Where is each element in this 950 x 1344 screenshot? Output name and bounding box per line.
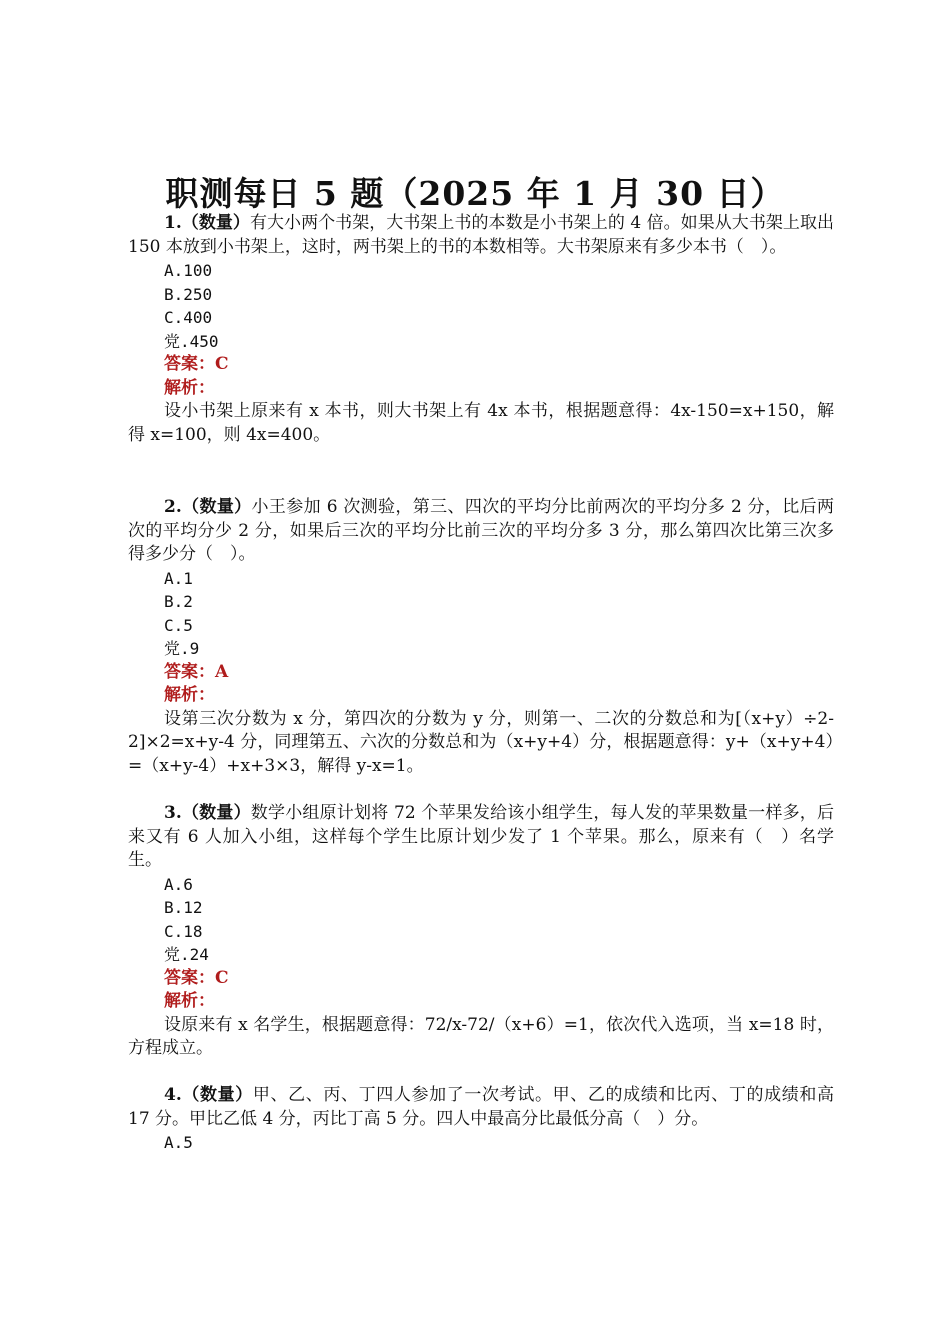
answer: 答案：A — [164, 661, 229, 682]
question-text: 数学小组原计划将 72 个苹果发给该小组学生，每人发的苹果数量一样多，后来又有 6 人加入小组，这样每个学生比原计划少发了 1 个苹果。那么，原来有（ ）名学生。 — [128, 803, 834, 870]
option-c: C.5 — [164, 615, 193, 635]
analysis-text: 设第三次分数为 x 分，第四次的分数为 y 分，则第一、二次的分数总和为[（x+y）÷2-2]×2=x+y-4 分，同理第五、六次的分数总和为（x+y+4）分，根据题意得：y+（x+y+4）=（x+y-4）+x+3×3，解得 y-x=1。 — [128, 708, 834, 776]
analysis-text: 设小书架上原来有 x 本书，则大书架上有 4x 本书，根据题意得：4x-150=x+150，解得 x=100，则 4x=400。 — [128, 401, 834, 445]
question-stem — [128, 496, 834, 567]
question-number: 3.（数量） — [164, 803, 251, 823]
question-text: 甲、乙、丙、丁四人参加了一次考试。甲、乙的成绩和比丙、丁的成绩和高 17 分。甲比乙低 4 分，丙比丁高 5 分。四人中最高分比最低分高（ ）分。 — [128, 1085, 834, 1129]
page-title: 职测每日 5 题（2025 年 1 月 30 日） — [165, 174, 785, 213]
question-number: 1.（数量） — [164, 213, 250, 233]
question-text: 小王参加 6 次测验，第三、四次的平均分比前两次的平均分多 2 分，比后两次的平均分少 2 分，如果后三次的平均分比前三次的平均分多 3 分，那么第四次比第三次多得多少分（ ）。 — [128, 497, 834, 564]
option-c: C.400 — [164, 308, 213, 327]
option-b: B.2 — [164, 592, 193, 611]
question-2 — [128, 496, 834, 778]
question-stem — [128, 1084, 834, 1131]
question-3 — [128, 802, 834, 1061]
analysis-label: 解析： — [164, 377, 215, 398]
question-number: 2.（数量） — [164, 497, 252, 517]
option-d: 党.9 — [164, 639, 200, 658]
option-a: A.100 — [164, 261, 213, 280]
question-stem — [128, 802, 834, 873]
question-text: 有大小两个书架，大书架上书的本数是小书架上的 4 倍。如果从大书架上取出 150 本放到小书架上，这时，两书架上的书的本数相等。大书架原来有多少本书（ ）。 — [128, 213, 835, 257]
option-b: B.250 — [164, 284, 213, 304]
option-d: 党.450 — [164, 331, 219, 351]
option-d: 党.24 — [164, 945, 209, 964]
analysis-label: 解析： — [164, 991, 215, 1011]
question-4 — [128, 1084, 834, 1155]
option-a: A.6 — [164, 874, 193, 894]
answer: 答案：C — [164, 967, 229, 988]
option-a: A.5 — [164, 1133, 193, 1152]
answer: 答案：C — [164, 354, 229, 374]
question-number: 4.（数量） — [164, 1085, 253, 1105]
question-stem — [128, 212, 834, 259]
option-b: B.12 — [164, 898, 203, 917]
option-c: C.18 — [164, 921, 203, 941]
analysis-text: 设原来有 x 名学生，根据题意得：72/x-72/（x+6）=1，依次代入选项，当 x=18 时，方程成立。 — [128, 1014, 834, 1058]
analysis-label: 解析： — [164, 685, 215, 705]
question-1 — [128, 212, 834, 447]
option-a: A.1 — [164, 568, 193, 588]
